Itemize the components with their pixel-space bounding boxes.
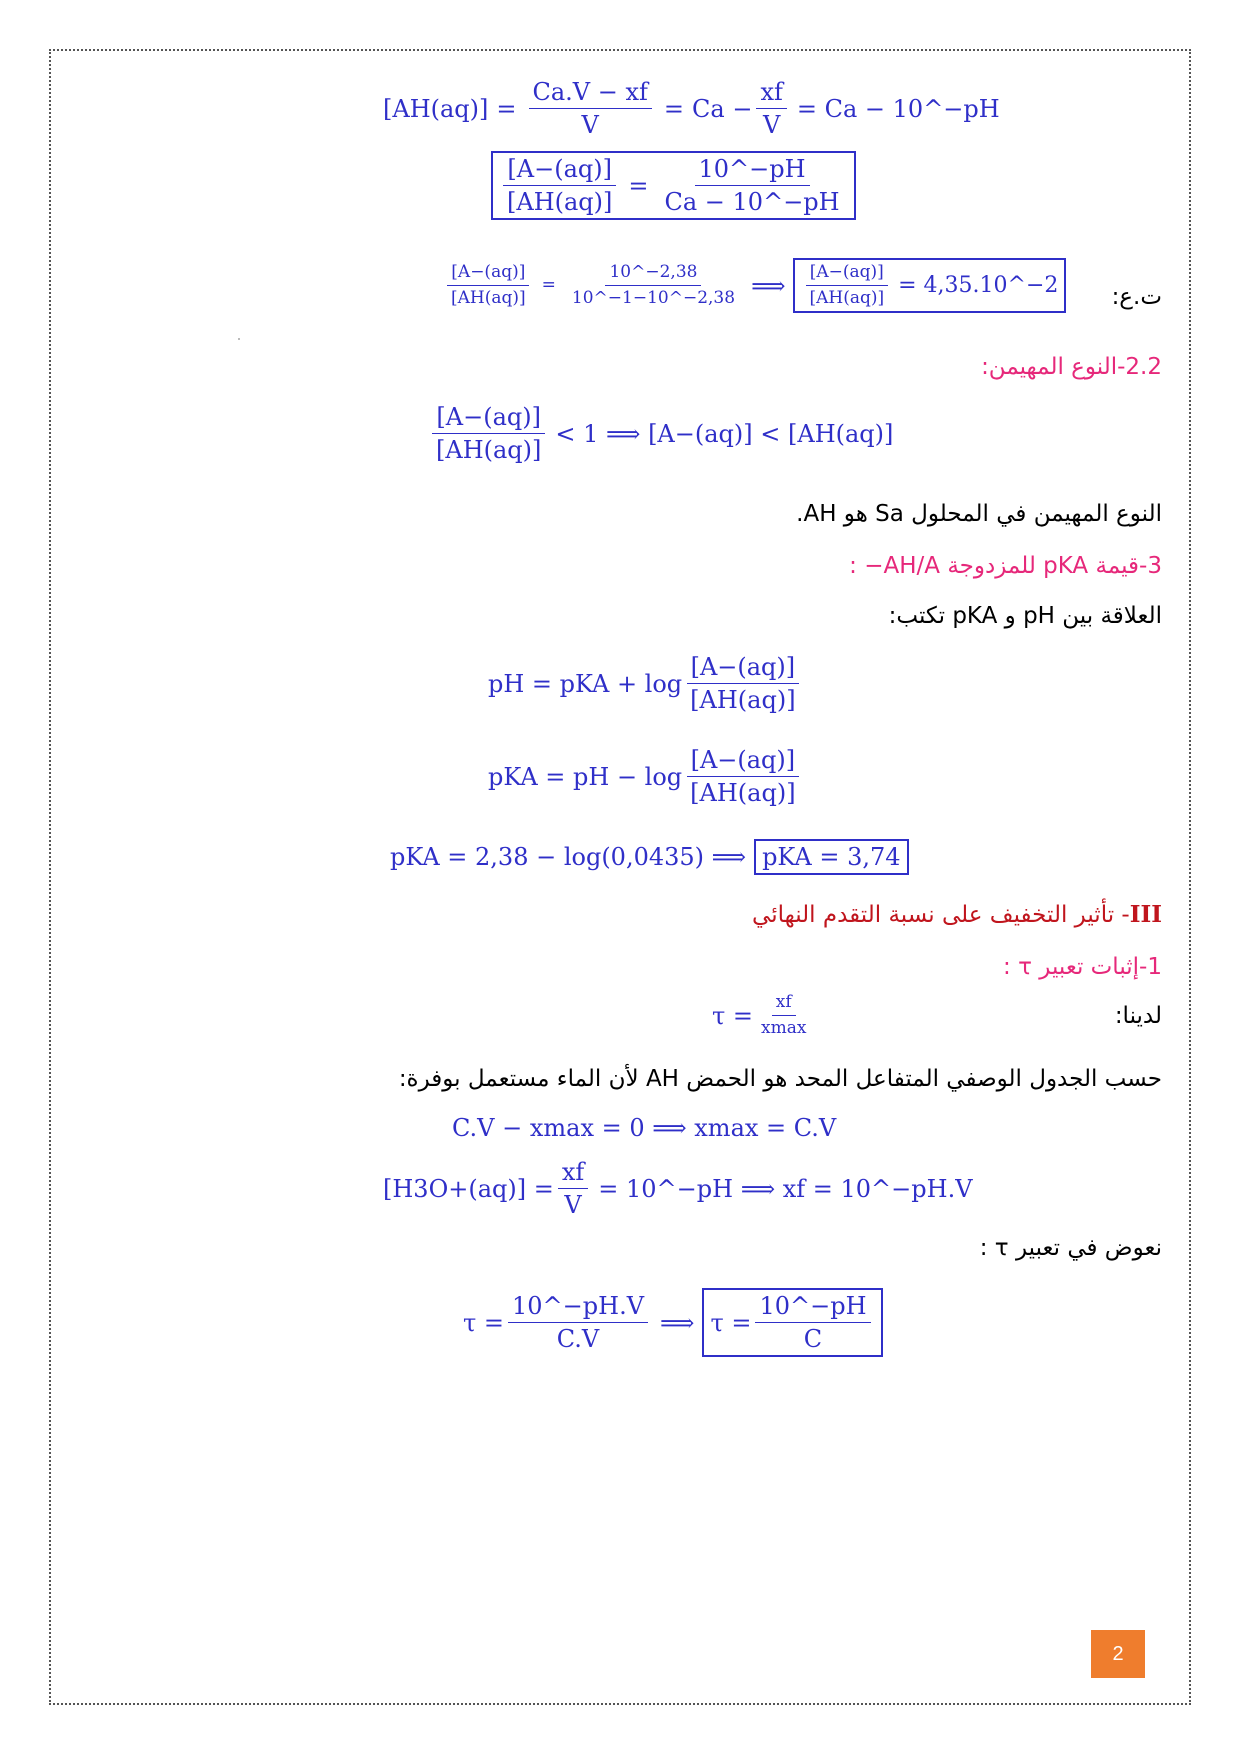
eq1-frac2-den: V	[762, 111, 781, 139]
eq8-fraction	[757, 994, 810, 1037]
eq11-box-fraction	[755, 1294, 870, 1351]
eq1-frac1-num: Ca.V − xf	[529, 80, 652, 109]
eq7-lhs: pKA = 2,38 − log(0,0435) ⟹	[390, 843, 747, 871]
eq2-lhs-fraction	[503, 157, 616, 214]
eq4-fraction	[432, 405, 545, 462]
equation-tau-final	[463, 1288, 883, 1357]
eq10-fraction	[558, 1160, 588, 1217]
eq6-num: [A−(aq)]	[687, 748, 800, 777]
heading-pka-value: 3-قيمة pKA للمزدوجة AH/A− :	[849, 553, 1162, 579]
eq11-fraction	[508, 1294, 648, 1351]
eq5-num: [A−(aq)]	[687, 655, 800, 684]
paragraph-substitute: نعوض في تعبير τ :	[979, 1235, 1162, 1261]
eq8-lhs: τ =	[712, 1001, 754, 1030]
eq11-num: 10^−pH.V	[508, 1294, 648, 1323]
heading-dominant-species: 2.2-النوع المهيمن:	[981, 354, 1162, 380]
equation-xmax: C.V − xmax = 0 ⟹ xmax = C.V	[452, 1114, 837, 1142]
eq3-den-val: 10^−1−10^−2,38	[571, 288, 736, 308]
equation-pka-expression	[488, 748, 804, 805]
eq3-num: [A−(aq)]	[447, 264, 529, 286]
eq4-num: [A−(aq)]	[432, 405, 545, 434]
eq2-num: [A−(aq)]	[503, 157, 616, 186]
equation-xf	[383, 1160, 973, 1217]
paragraph-limiting-reactant: حسب الجدول الوصفي المتفاعل المحد هو الحمض AH لأن الماء مستعمل بوفرة:	[398, 1066, 1162, 1092]
heading-dilution-effect	[752, 901, 1162, 928]
eq10-den: V	[564, 1191, 582, 1219]
equation-ratio-general: $\frac{[A-(aq)]}{[AH(aq)]}$ = $\frac{10\^{}-pH}{Ca - 10\^{}-pH}$	[491, 151, 856, 220]
eq11-box-lhs: τ =	[710, 1308, 752, 1337]
equation-henderson	[488, 655, 804, 712]
eq1-fraction-1	[529, 80, 652, 137]
eq11-lhs: τ =	[463, 1308, 505, 1337]
eq3-box-den: [AH(aq)]	[809, 288, 885, 308]
eq10-num: xf	[558, 1160, 588, 1189]
eq2-rhs-fraction	[661, 157, 844, 214]
eq10-rest: = 10^−pH ⟹ xf = 10^−pH.V	[598, 1174, 973, 1203]
eq1-term-ca: Ca −	[692, 94, 753, 123]
eq4-rest: < 1 ⟹ [A−(aq)] < [AH(aq)]	[555, 419, 894, 448]
eq5-lhs: pH = pKA + log	[488, 669, 683, 698]
eq5-den: [AH(aq)]	[690, 686, 796, 714]
eq6-fraction	[686, 748, 799, 805]
eq11-den: C.V	[556, 1325, 600, 1353]
eq3-den: [AH(aq)]	[451, 288, 526, 308]
eq3-value-fraction	[568, 264, 739, 307]
equation-ah-concentration: [AH(aq)] = $\frac{Ca.V - xf}{V}$ = Ca − $\frac{xf}{V}$ = Ca − 10^−pH	[383, 78, 1000, 139]
eq3-box-num: [A−(aq)]	[806, 264, 888, 286]
eq2-rhs-num: 10^−pH	[695, 157, 810, 186]
eq11-arrow: ⟹	[660, 1308, 695, 1337]
eq6-den: [AH(aq)]	[690, 779, 796, 807]
eq6-lhs: pKA = pH − log	[488, 762, 683, 791]
eq8-num: xf	[772, 994, 796, 1016]
eq2-den: [AH(aq)]	[507, 188, 613, 216]
eq1-fraction-2	[756, 80, 786, 137]
eq1-lhs: [AH(aq)]	[383, 94, 489, 123]
eq10-lhs: [H3O+(aq)] =	[383, 1174, 554, 1203]
eq3-result: = 4,35.10^−2	[898, 272, 1059, 298]
paragraph-relation: العلاقة بين pH و pKA تكتب:	[888, 603, 1162, 629]
paragraph-dominant: النوع المهيمن في المحلول Sa هو AH.	[796, 501, 1162, 527]
eq5-fraction	[686, 655, 799, 712]
eq11-box-den: C	[803, 1325, 823, 1353]
speck	[238, 338, 240, 340]
eq1-frac1-den: V	[581, 111, 599, 139]
heading-iii-number: III	[1129, 901, 1162, 928]
eq8-den: xmax	[761, 1018, 807, 1038]
heading-iii-text: - تأثير التخفيف على نسبة التقدم النهائي	[752, 902, 1130, 928]
eq1-frac2-num: xf	[756, 80, 786, 109]
equation-tau-definition	[712, 994, 814, 1037]
eq11-box-num: 10^−pH	[755, 1294, 870, 1323]
eq3-boxed-fraction	[805, 264, 888, 307]
eq2-rhs-den: Ca − 10^−pH	[664, 188, 840, 216]
equation-pka-numeric	[390, 839, 909, 875]
eq1-rhs: = Ca − 10^−pH	[796, 94, 1000, 123]
equation-comparison	[428, 405, 893, 462]
page-number: 2	[1091, 1630, 1145, 1678]
eq3-num-val: 10^−2,38	[605, 264, 701, 286]
eq8-label: لدينا:	[1114, 1003, 1162, 1029]
equation-ratio-numeric: $\frac{[A-(aq)]}{[AH(aq)]}$ = $\frac{10\^{}-2,38}{10\^{}-1-10\^{}-2,38}$ ⟹ $\frac{[A-(aq)]}{[AH(aq)]}$ = 4,35.10^−2	[443, 258, 1066, 313]
eq3-label: ت.ع:	[1111, 284, 1162, 310]
eq3-fraction	[447, 264, 530, 307]
eq4-den: [AH(aq)]	[436, 436, 542, 464]
eq7-boxed: pKA = 3,74	[754, 839, 908, 875]
heading-prove-tau: 1-إثبات تعبير τ :	[1003, 954, 1162, 980]
